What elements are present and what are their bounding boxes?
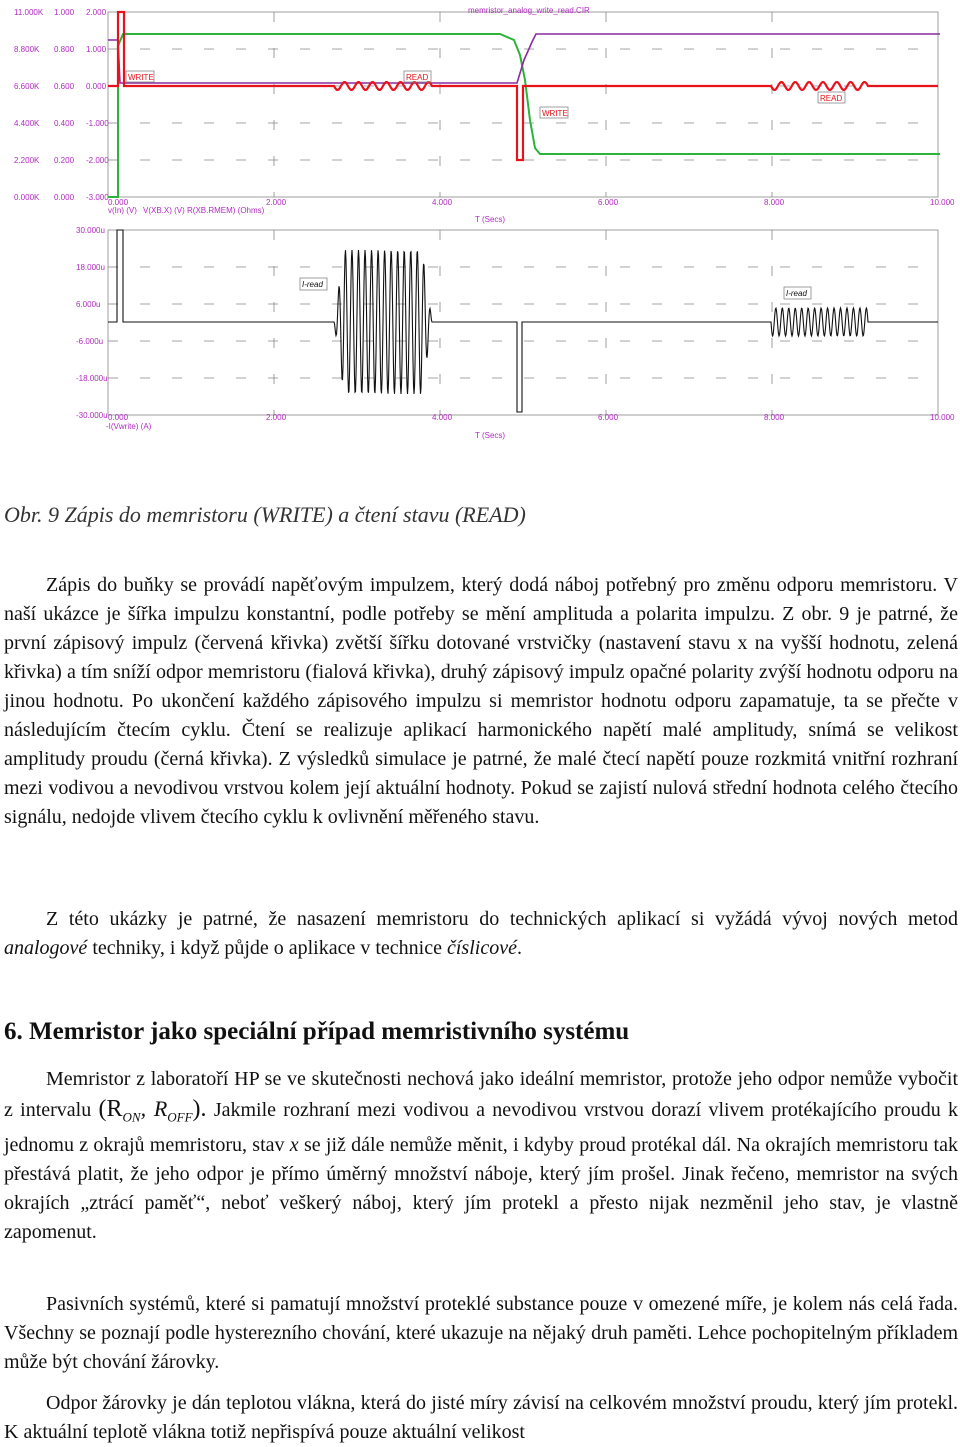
top-y-tick-v: -3.000 — [86, 193, 109, 202]
bottom-y-tick: -18.000u — [76, 374, 108, 383]
section-paragraph-2: Pasivních systémů, které si pamatují množství proteklé substance pouze v omezené míře, je kolem nás celá řada. Všechny se poznají podle hysterezního chování, které ukazuje na nějaký druh paměti. Lehce pochopitelným příkladem může být chování žárovky. — [4, 1293, 958, 1373]
bottom-y-tick: -6.000u — [76, 337, 104, 346]
section-paragraph-1 — [4, 1065, 958, 1247]
bottom-x-tick: 4.000 — [432, 413, 453, 422]
top-x-tick: 10.000 — [930, 198, 955, 207]
paragraph-2-italic-digital: číslicové — [447, 937, 517, 959]
bottom-y-tick: 18.000u — [76, 263, 105, 272]
top-y-tick-r: 4.400K — [14, 119, 40, 128]
svg-text:WRITE: WRITE — [542, 109, 568, 118]
legend-v-in: v(In) (V) — [108, 206, 137, 215]
read-current-curve — [108, 230, 938, 412]
top-y-tick-x: 1.000 — [54, 8, 75, 17]
top-y-tick-r: 8.800K — [14, 45, 40, 54]
paragraph-2 — [4, 905, 958, 963]
voltage-state-resistance-plot — [0, 0, 960, 240]
top-y-tick-x: 0.000 — [54, 193, 75, 202]
top-y-tick-x: 0.400 — [54, 119, 75, 128]
bottom-x-tick: 2.000 — [266, 413, 287, 422]
paragraph-2-text-a: Z této ukázky je patrné, že nasazení memristoru do technických aplikací si vyžádá vývoj nových metod — [46, 908, 958, 930]
bottom-x-tick: 0.000 — [108, 413, 129, 422]
top-x-tick: 6.000 — [598, 198, 619, 207]
svg-text:READ: READ — [820, 94, 843, 103]
bottom-y-tick: 30.000u — [76, 226, 105, 235]
bottom-y-tick: -30.000u — [76, 411, 108, 420]
top-x-axis-label: T (Secs) — [475, 215, 506, 224]
top-x-tick: 0.000 — [108, 198, 129, 207]
i-read-annotation-2 — [784, 287, 811, 299]
section-p1-text-a: Memristor z laboratoří HP se ve skutečnosti nechová jako ideální memristor, protože jeho odpor nemůže vybočit z intervalu — [4, 1068, 958, 1121]
top-y-tick-r: 6.600K — [14, 82, 40, 91]
paragraph-2-italic-analog: analogové — [4, 937, 88, 959]
section-p1-text-b: Jakmile rozhraní mezi vodivou a nevodivou vrstvou dorazí vlivem protékajícího proudu k jednomu z okrajů memristoru, stav — [4, 1099, 958, 1157]
bottom-x-tick: 8.000 — [764, 413, 785, 422]
figure-caption: Obr. 9 Zápis do memristoru (WRITE) a čtení stavu (READ) — [4, 502, 526, 527]
section-paragraph-3: Odpor žárovky je dán teplotou vlákna, která do jisté míry závisí na celkovém množství proudu, který jím protekl. K aktuální teplotě vlákna totiž nepřispívá pouze aktuální velikost — [4, 1392, 958, 1443]
top-x-tick: 2.000 — [266, 198, 287, 207]
legend-x-state: V(XB.X) (V) — [143, 206, 185, 215]
top-y-tick-v: 2.000 — [86, 8, 107, 17]
top-y-tick-r: 11.000K — [14, 8, 44, 17]
paragraph-2-text-b: techniky, i když půjde o aplikace v technice — [92, 937, 442, 959]
write-annotation-1 — [126, 71, 154, 82]
svg-text:READ: READ — [406, 73, 429, 82]
plot-title: memristor_analog_write_read.CIR — [468, 6, 590, 15]
svg-text:I-read: I-read — [302, 280, 323, 289]
paragraph-1-text: Zápis do buňky se provádí napěťovým impulzem, který dodá náboj potřebný pro změnu odporu memristoru. V naší ukázce je šířka impulzu konstantní, podle potřeby se mění amplituda a polarita impulzu. Z obr. 9 je patrné, že první zápisový impulz (červená křivka) zvětší šířku dotované vrstvičky (nastavení stavu x na vyšší hodnotu, zelená křivka) a tím sníží odpor memristoru (fialová křivka), druhý zápisový impulz opačné polarity zvýší hodnotu odporu na jinou hodnotu. Po ukončení každého zápisového impulzu si memristor hodnotu odporu zapamatuje, ta se přečte v následujícím čtecím cyklu. Čtení se realizuje aplikací harmonického napětí malé amplitudy, snímá se velikost amplitudy proudu (černá křivka). Z výsledků simulace je patrné, že malé čtecí napětí pouze rozkmitá vnitřní rozhraní mezi vodivou a nevodivou vrstvou kolem její aktuální hodnoty. Pokud se zajistí nulová střední hodnota celého čtecího signálu, nedojde vlivem čtecího cyklu k ovlivnění měřeného stavu. — [4, 574, 958, 828]
paragraph-2-period: . — [516, 937, 522, 959]
write-annotation-2 — [540, 107, 568, 118]
legend-r-mem: R(XB.RMEM) (Ohms) — [187, 206, 265, 215]
paragraph-1 — [4, 571, 958, 832]
read-current-plot — [0, 222, 960, 447]
section-p1-text-c: se již dále nemůže měnit, i kdyby proud protékal dál. Na okrajích memristoru tak přestává platit, že jeho odpor je přímo úměrný množství náboje, který jím prošel. Jinak řečeno, memristor na svých okrajích „ztrácí paměť“, neboť veškerý náboj, který jím protekl a přesto nijak nezměnil jeho stav, je vlastně zapomenut. — [4, 1134, 958, 1244]
section-p1-x: x — [289, 1134, 299, 1157]
i-read-annotation-1 — [300, 278, 327, 290]
top-y-tick-v: 1.000 — [86, 45, 107, 54]
read-annotation-2 — [818, 92, 845, 103]
section-heading: 6. Memristor jako speciální případ memristivního systému — [4, 1018, 630, 1045]
top-x-tick: 4.000 — [432, 198, 453, 207]
legend-current: -I(Vwrite) (A) — [106, 422, 152, 431]
bottom-y-tick: 6.000u — [76, 300, 101, 309]
bottom-x-tick: 6.000 — [598, 413, 619, 422]
read-annotation-1 — [404, 71, 431, 82]
svg-text:WRITE: WRITE — [128, 73, 154, 82]
top-y-tick-x: 0.600 — [54, 82, 75, 91]
top-y-tick-r: 2.200K — [14, 156, 40, 165]
bottom-x-axis-label: T (Secs) — [475, 431, 506, 440]
top-y-tick-x: 0.200 — [54, 156, 75, 165]
top-y-tick-v: -2.000 — [86, 156, 109, 165]
top-x-tick: 8.000 — [764, 198, 785, 207]
top-y-tick-r: 0.000K — [14, 193, 40, 202]
top-y-tick-v: -1.000 — [86, 119, 109, 128]
bottom-x-tick: 10.000 — [930, 413, 955, 422]
interval-formula: ($R_{ON}$, $R_{OFF}$). — [98, 1096, 207, 1125]
top-y-tick-v: 0.000 — [86, 82, 107, 91]
svg-text:I-read: I-read — [786, 289, 807, 298]
top-y-tick-x: 0.800 — [54, 45, 75, 54]
